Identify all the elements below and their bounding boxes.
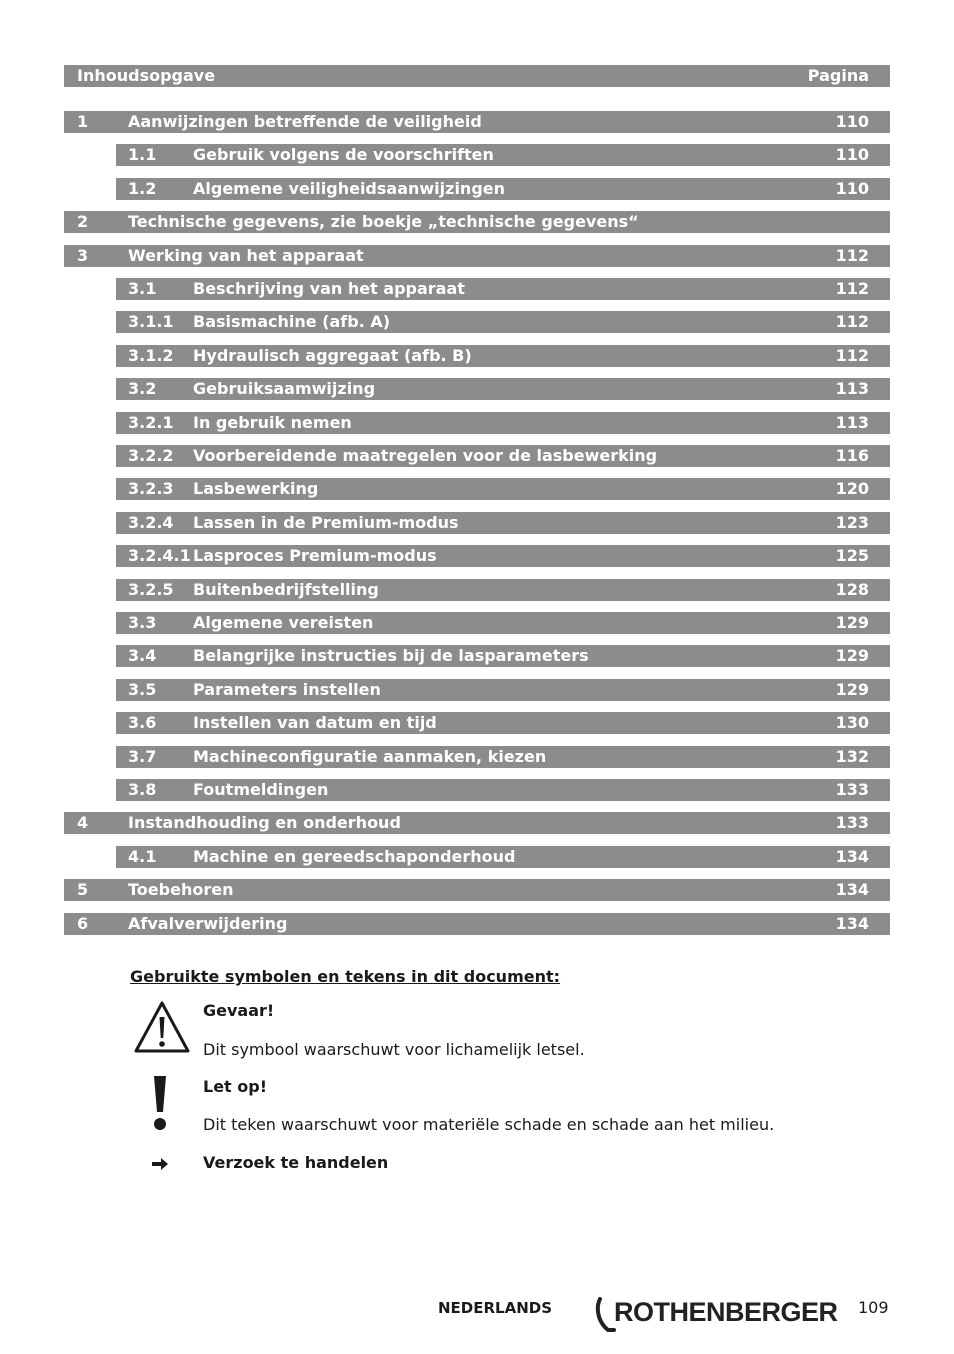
toc-row-page: 133 (835, 813, 869, 832)
toc-row-page: 116 (835, 446, 869, 465)
toc-row (116, 178, 890, 200)
toc-row-number: 3.2.4 (128, 513, 174, 532)
toc-row-number: 3.2.5 (128, 580, 174, 599)
toc-row-number: 4 (77, 813, 89, 832)
toc-row (116, 278, 890, 300)
toc-row-number: 3.2.1 (128, 413, 174, 432)
toc-row-page: 128 (835, 580, 869, 599)
toc-row-title: Afvalverwijdering (128, 914, 288, 933)
toc-row (116, 746, 890, 768)
caution-label: Let op! (203, 1077, 268, 1096)
toc-row-title: Gebruiksaamwijzing (193, 379, 376, 398)
toc-row-number: 6 (77, 914, 89, 933)
toc-row-number: 1.1 (128, 145, 157, 164)
toc-row-page: 112 (835, 246, 869, 265)
toc-row-title: Voorbereidende maatregelen voor de lasbewerking (193, 446, 658, 465)
toc-row-number: 3.1.1 (128, 312, 174, 331)
toc-header (64, 65, 890, 87)
footer-language: NEDERLANDS (438, 1299, 553, 1317)
toc-row-page: 110 (835, 179, 869, 198)
toc-row-title: Algemene veiligheidsaanwijzingen (193, 179, 506, 198)
toc-row-title: Parameters instellen (193, 680, 381, 699)
toc-row (116, 445, 890, 467)
toc-row (116, 311, 890, 333)
toc-row-number: 5 (77, 880, 89, 899)
toc-row-page: 132 (835, 747, 869, 766)
toc-row-title: Lassen in de Premium-modus (193, 513, 459, 532)
toc-row-page: 110 (835, 145, 869, 164)
toc-row-title: Lasproces Premium-modus (193, 546, 437, 565)
toc-row-title: Foutmeldingen (193, 780, 329, 799)
toc-row-number: 3.6 (128, 713, 157, 732)
toc-row-title: Buitenbedrijfstelling (193, 580, 379, 599)
toc-row (116, 378, 890, 400)
toc-row-title: Instellen van datum en tijd (193, 713, 437, 732)
toc-row-title: Machine en gereedschaponderhoud (193, 847, 516, 866)
toc-header-page-label: Pagina (807, 66, 869, 85)
toc-row-page: 133 (835, 780, 869, 799)
toc-row-page: 120 (835, 479, 869, 498)
toc-row-number: 3.1.2 (128, 346, 174, 365)
danger-text: Dit symbool waarschuwt voor lichamelijk letsel. (203, 1040, 585, 1059)
toc-row (116, 679, 890, 701)
toc-row (116, 144, 890, 166)
toc-row (64, 812, 890, 834)
toc-row (116, 645, 890, 667)
toc-row (64, 879, 890, 901)
arrow-right-icon (151, 1156, 169, 1172)
toc-row (116, 846, 890, 868)
toc-row (116, 779, 890, 801)
toc-row-title: Instandhouding en onderhoud (128, 813, 401, 832)
toc-row-page: 113 (835, 379, 869, 398)
toc-row (116, 512, 890, 534)
toc-row-title: Beschrijving van het apparaat (193, 279, 465, 298)
toc-header-title: Inhoudsopgave (77, 66, 216, 85)
toc-row-title: Basismachine (afb. A) (193, 312, 391, 331)
toc-row-page: 134 (835, 880, 869, 899)
toc-row (64, 111, 890, 133)
page-number: 109 (858, 1298, 889, 1317)
toc-row-title: Gebruik volgens de voorschriften (193, 145, 494, 164)
toc-row-page: 125 (835, 546, 869, 565)
exclamation-icon (150, 1074, 170, 1132)
toc-row-number: 2 (77, 212, 89, 231)
toc-row-number: 1 (77, 112, 89, 131)
toc-row-title: Toebehoren (128, 880, 234, 899)
toc-row-title: Hydraulisch aggregaat (afb. B) (193, 346, 472, 365)
toc-row-title: Algemene vereisten (193, 613, 374, 632)
toc-row-number: 4.1 (128, 847, 157, 866)
toc-row-page: 134 (835, 914, 869, 933)
toc-row-title: Aanwijzingen betreffende de veiligheid (128, 112, 482, 131)
toc-row-page: 112 (835, 279, 869, 298)
toc-row-page: 129 (835, 680, 869, 699)
toc-row-number: 3.8 (128, 780, 157, 799)
toc-row (116, 612, 890, 634)
toc-row (64, 245, 890, 267)
toc-row (116, 545, 890, 567)
toc-row (116, 345, 890, 367)
toc-row-number: 3.2.2 (128, 446, 174, 465)
toc-row (116, 412, 890, 434)
toc-row-page: 113 (835, 413, 869, 432)
toc-row-number: 3.5 (128, 680, 157, 699)
toc-row-page: 129 (835, 613, 869, 632)
toc-row-title: Lasbewerking (193, 479, 319, 498)
toc-row-number: 3.1 (128, 279, 157, 298)
toc-row-number: 3.3 (128, 613, 157, 632)
toc-row-page: 112 (835, 312, 869, 331)
toc-row-title: Werking van het apparaat (128, 246, 364, 265)
toc-row-number: 3.2 (128, 379, 157, 398)
toc-row-title: Belangrijke instructies bij de lasparameters (193, 646, 589, 665)
symbols-heading: Gebruikte symbolen en tekens in dit document: (130, 967, 561, 986)
toc-row-number: 3.4 (128, 646, 157, 665)
caution-text: Dit teken waarschuwt voor materiële schade en schade aan het milieu. (203, 1115, 775, 1134)
toc-row (116, 579, 890, 601)
toc-row (64, 211, 890, 233)
toc-row-page: 129 (835, 646, 869, 665)
danger-label: Gevaar! (203, 1001, 275, 1020)
toc-row-page: 123 (835, 513, 869, 532)
toc-row-page: 112 (835, 346, 869, 365)
toc-row-number: 3 (77, 246, 89, 265)
action-label: Verzoek te handelen (203, 1153, 389, 1172)
toc-row-number: 1.2 (128, 179, 157, 198)
toc-row-page: 130 (835, 713, 869, 732)
toc-row (116, 712, 890, 734)
toc-row-number: 3.2.4.1 (128, 546, 191, 565)
toc-row-page: 110 (835, 112, 869, 131)
toc-row (64, 913, 890, 935)
toc-row-title: Machineconfiguratie aanmaken, kiezen (193, 747, 547, 766)
brand-name: ROTHENBERGER (614, 1297, 838, 1327)
warning-triangle-icon (133, 1000, 191, 1054)
toc-row-page: 134 (835, 847, 869, 866)
brand-swoosh-icon (594, 1297, 616, 1333)
toc-row-number: 3.2.3 (128, 479, 174, 498)
toc-row (116, 478, 890, 500)
toc-row-number: 3.7 (128, 747, 157, 766)
toc-row-title: Technische gegevens, zie boekje „technische gegevens“ (128, 212, 639, 231)
toc-row-title: In gebruik nemen (193, 413, 352, 432)
